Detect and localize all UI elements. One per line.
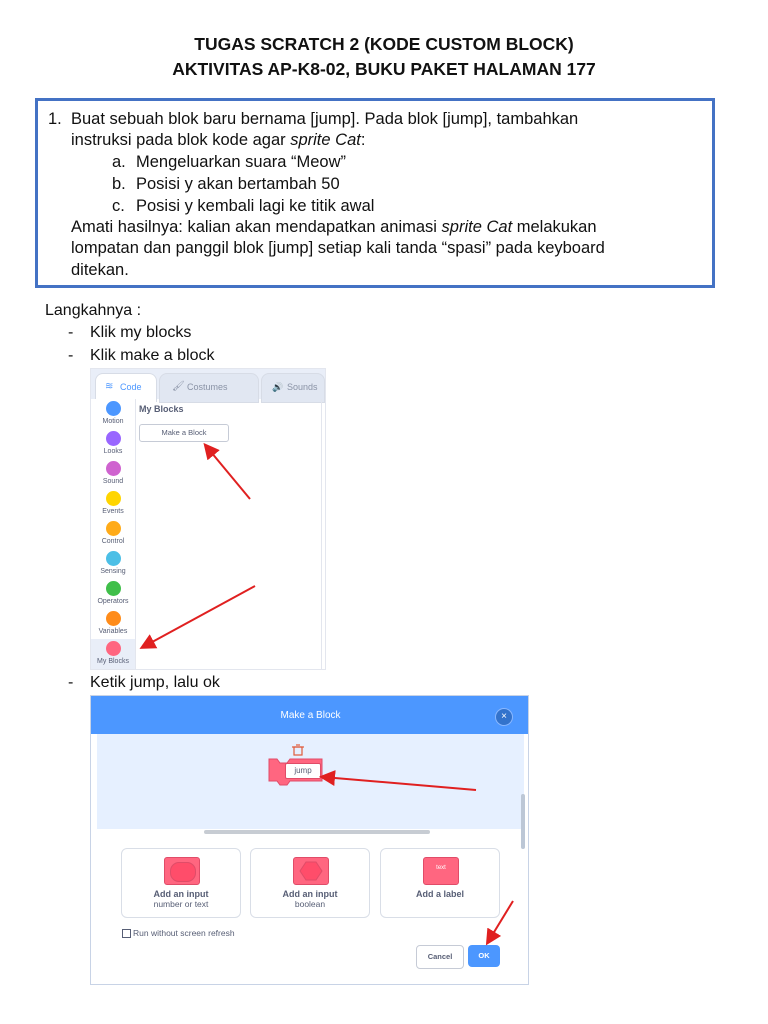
control-dot-icon (106, 521, 121, 536)
brush-icon: 🖌 (172, 381, 185, 392)
category-motion[interactable]: Motion (91, 401, 135, 425)
step-dash: - (68, 324, 74, 341)
add-input-number-text-button[interactable]: Add an input number or text (121, 848, 241, 918)
checkbox-icon (122, 929, 131, 938)
editor-tabs (91, 369, 326, 399)
close-icon[interactable]: × (495, 708, 513, 726)
operators-dot-icon (106, 581, 121, 596)
step-3: Ketik jump, lalu ok (90, 674, 220, 691)
document-title-line1: TUGAS SCRATCH 2 (KODE CUSTOM BLOCK) (194, 34, 574, 54)
make-a-block-button[interactable]: Make a Block (139, 424, 229, 442)
steps-label: Langkahnya : (45, 302, 142, 319)
preview-horizontal-scrollbar[interactable] (204, 830, 430, 834)
document-title-line2: AKTIVITAS AP-K8-02, BUKU PAKET HALAMAN 177 (172, 59, 596, 79)
variables-dot-icon (106, 611, 121, 626)
make-block-dialog-screenshot (90, 695, 529, 985)
code-icon: ≋ (105, 381, 114, 392)
custom-block-preview (97, 734, 524, 829)
category-sound[interactable]: Sound (91, 461, 135, 485)
category-operators[interactable]: Operators (91, 581, 135, 605)
sound-dot-icon (106, 461, 121, 476)
tab-sounds[interactable]: 🔊 Sounds (261, 373, 325, 403)
task-observation-line1: Amati hasilnya: kalian akan mendapatkan animasi sprite Cat melakukan (71, 218, 597, 236)
palette-scrollbar[interactable] (321, 399, 322, 670)
label-icon: text (423, 857, 459, 885)
category-looks[interactable]: Looks (91, 431, 135, 455)
palette-section-title: My Blocks (139, 404, 184, 414)
block-preview-area (97, 734, 524, 829)
block-name-input[interactable]: jump (285, 763, 321, 779)
scratch-editor-screenshot (90, 368, 326, 670)
tab-code[interactable]: ≋ Code (95, 373, 157, 402)
cancel-button[interactable]: Cancel (416, 945, 464, 969)
sensing-dot-icon (106, 551, 121, 566)
run-without-refresh-checkbox[interactable]: Run without screen refresh (122, 928, 235, 938)
task-item-b: Posisi y akan bertambah 50 (136, 175, 340, 193)
step-dash: - (68, 674, 74, 691)
add-input-boolean-button[interactable]: Add an input boolean (250, 848, 370, 918)
task-observation-line3: ditekan. (71, 261, 129, 279)
category-events[interactable]: Events (91, 491, 135, 515)
motion-dot-icon (106, 401, 121, 416)
category-menu (91, 399, 136, 670)
task-number: 1. (48, 110, 62, 128)
task-item-a-marker: a. (112, 153, 126, 171)
category-control[interactable]: Control (91, 521, 135, 545)
preview-vertical-scrollbar[interactable] (521, 794, 525, 849)
step-dash: - (68, 347, 74, 364)
tab-costumes[interactable]: 🖌 Costumes (159, 373, 259, 403)
category-sensing[interactable]: Sensing (91, 551, 135, 575)
looks-dot-icon (106, 431, 121, 446)
category-variables[interactable]: Variables (91, 611, 135, 635)
block-palette (136, 399, 321, 670)
task-item-b-marker: b. (112, 175, 126, 193)
add-label-button[interactable]: text Add a label (380, 848, 500, 918)
events-dot-icon (106, 491, 121, 506)
round-input-icon (164, 857, 200, 885)
trash-icon[interactable] (292, 745, 304, 755)
dialog-title: Make a Block (91, 696, 529, 734)
task-item-a: Mengeluarkan suara “Meow” (136, 153, 347, 171)
step-2: Klik make a block (90, 347, 215, 364)
my-blocks-dot-icon (106, 641, 121, 656)
task-item-c-marker: c. (112, 197, 125, 215)
speaker-icon: 🔊 (272, 382, 284, 392)
step-1: Klik my blocks (90, 324, 192, 341)
task-observation-line2: lompatan dan panggil blok [jump] setiap kali tanda “spasi” pada keyboard (71, 239, 605, 257)
task-line1: Buat sebuah blok baru bernama [jump]. Pada blok [jump], tambahkan (71, 110, 579, 128)
task-line2: instruksi pada blok kode agar sprite Cat: (71, 131, 366, 149)
ok-button[interactable]: OK (468, 945, 500, 967)
hexagon-input-icon (293, 857, 329, 885)
category-my-blocks[interactable]: My Blocks (91, 639, 135, 670)
task-item-c: Posisi y kembali lagi ke titik awal (136, 197, 375, 215)
